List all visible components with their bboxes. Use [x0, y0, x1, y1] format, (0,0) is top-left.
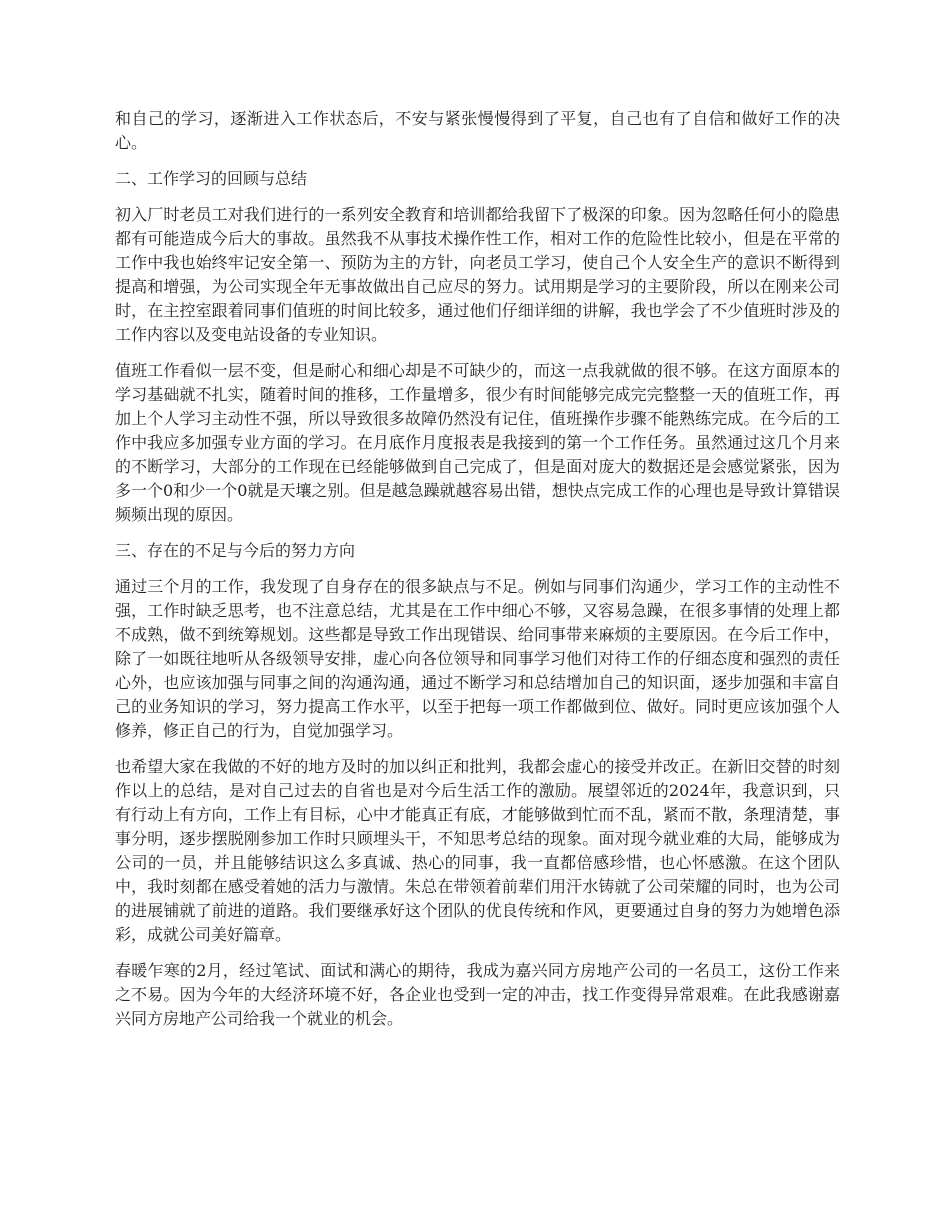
paragraph-shortcomings: 通过三个月的工作，我发现了自身存在的很多缺点与不足。例如与同事们沟通少，学习工作的主动性不强，工作时缺乏思考，也不注意总结，尤其是在工作中细心不够，又容易急躁，在很多事情的处理上都不成熟，做不到统筹规划。这些都是导致工作出现错误、给同事带来麻烦的主要原因。在今后工作中，除了一如既往地听从各级领导安排，虚心向各位领导和同事学习他们对待工作的仔细态度和强烈的责任心外，也应该加强与同事之间的沟通沟通，通过不断学习和总结增加自己的知识面，逐步加强和丰富自己的业务知识的学习，努力提高工作水平，以至于把每一项工作都做到位、做好。同时更应该加强个人修养，修正自己的行为，自觉加强学习。	[115, 577, 840, 740]
paragraph-safety-training: 初入厂时老员工对我们进行的一系列安全教育和培训都给我留下了极深的印象。因为忽略任何小的隐患都有可能造成今后大的事故。虽然我不从事技术操作性工作，相对工作的危险性比较小，但是在平常的工作中我也始终牢记安全第一、预防为主的方针，向老员工学习，使自己个人安全生产的意识不断得到提高和增强，为公司实现全年无事故做出自己应尽的努力。试用期是学习的主要阶段，所以在刚来公司时，在主控室跟着同事们值班的时间比较多，通过他们仔细详细的讲解，我也学会了不少值班时涉及的工作内容以及变电站设备的专业知识。	[115, 205, 840, 344]
paragraph-duty-work: 值班工作看似一层不变，但是耐心和细心却是不可缺少的，而这一点我就做的很不够。在这方面原本的学习基础就不扎实，随着时间的推移，工作量增多，很少有时间能够完成完完整整一天的值班工作，再加上个人学习主动性不强，所以导致很多故障仍然没有记住，值班操作步骤不能熟练完成。在今后的工作中我应多加强专业方面的学习。在月底作月度报表是我接到的第一个工作任务。虽然通过这几个月来的不断学习，大部分的工作现在已经能够做到自己完成了，但是面对庞大的数据还是会感觉紧张，因为多一个0和少一个0就是天壤之别。但是越急躁就越容易出错，想快点完成工作的心理也是导致计算错误频频出现的原因。	[115, 361, 840, 524]
paragraph-joining: 春暖乍寒的2月，经过笔试、面试和满心的期待，我成为嘉兴同方房地产公司的一名员工，这份工作来之不易。因为今年的大经济环境不好，各企业也受到一定的冲击，找工作变得异常艰难。在此我感谢嘉兴同方房地产公司给我一个就业的机会。	[115, 961, 840, 1028]
paragraph-outlook: 也希望大家在我做的不好的地方及时的加以纠正和批判，我都会虚心的接受并改正。在新旧交替的时刻作以上的总结，是对自己过去的自省也是对今后生活工作的激励。展望邻近的2024年，我意识到，只有行动上有方向，工作上有目标，心中才能真正有底，才能够做到忙而不乱，紧而不散，条理清楚，事事分明，逐步摆脱刚参加工作时只顾埋头干，不知思考总结的现象。面对现今就业难的大局，能够成为公司的一员，并且能够结识这么多真诚、热心的同事，我一直都倍感珍惜，也心怀感激。在这个团队中，我时刻都在感受着她的活力与激情。朱总在带领着前辈们用汗水铸就了公司荣耀的同时，也为公司的进展铺就了前进的道路。我们要继承好这个团队的优良传统和作风，更要通过自身的努力为她增色添彩，成就公司美好篇章。	[115, 757, 840, 944]
document-body	[115, 107, 840, 1043]
section-heading-review: 二、工作学习的回顾与总结	[115, 169, 308, 188]
paragraph-intro-continuation: 和自己的学习，逐渐进入工作状态后，不安与紧张慢慢得到了平复，自己也有了自信和做好工作的决心。	[115, 109, 840, 152]
section-heading-shortcomings: 三、存在的不足与今后的努力方向	[115, 541, 356, 560]
